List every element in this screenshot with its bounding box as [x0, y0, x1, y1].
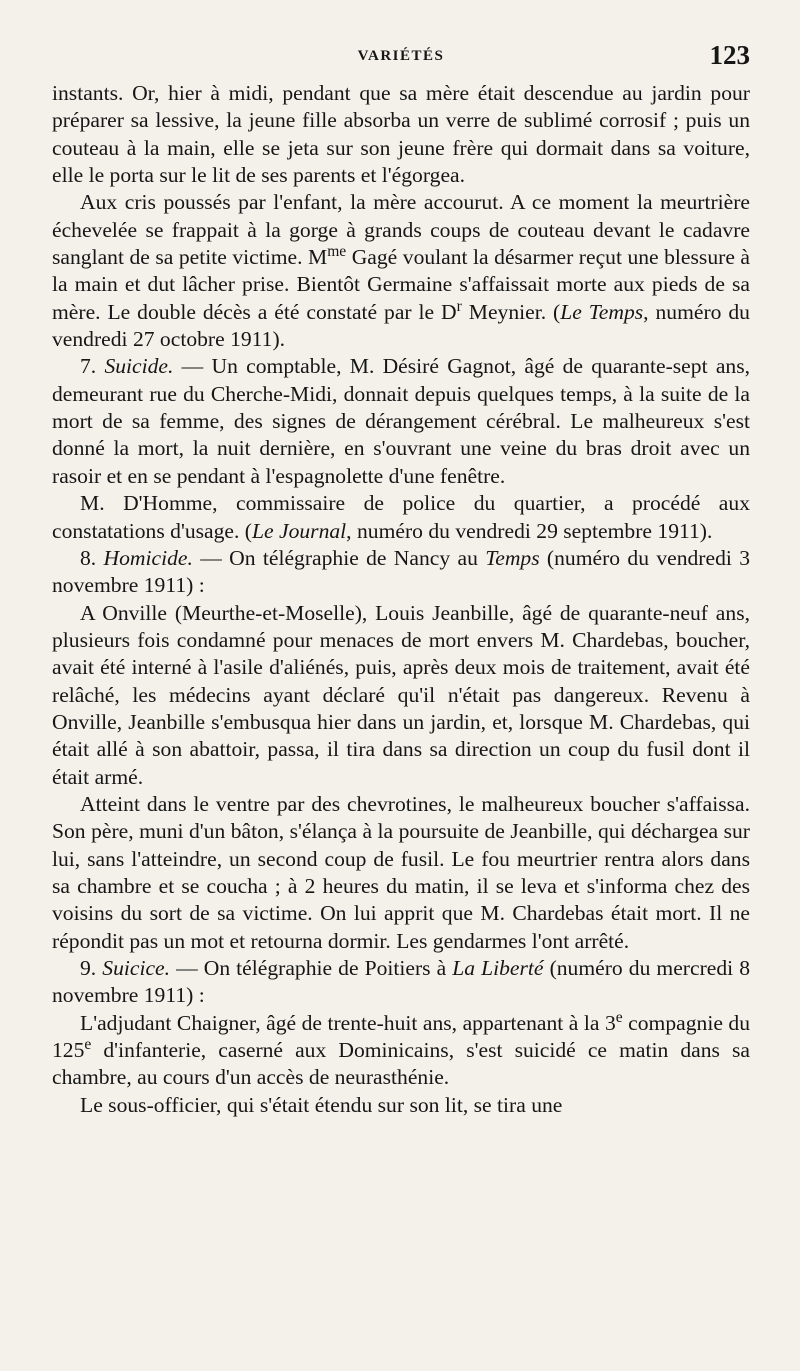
- paragraph: [52, 1010, 750, 1092]
- text-run: 9.: [80, 956, 103, 980]
- text-run: — Un comptable, M. Désiré Gagnot, âgé de quarante-sept ans, demeurant rue du Cherche-Midi, donnait depuis quelques temps, à la suite de la mort de sa femme, des signes de dérangement cérébral. Le malheureux s'est donné la mort, la nuit dernière, en s'ouvrant une veine du bras droit avec un rasoir et en se pendant à l'espagnolette d'une fenêtre.: [52, 354, 750, 488]
- page-number: 123: [709, 40, 750, 70]
- text-run: 8.: [80, 545, 104, 570]
- italic-text: Suicide.: [104, 354, 174, 379]
- text-run: Meynier. (: [461, 299, 561, 324]
- paragraph: [52, 353, 750, 490]
- paragraph: [52, 1092, 750, 1119]
- text-run: instants. Or, hier à midi, pendant que sa mère était descendue au jardin pour préparer sa lessive, la jeune fille absorba un verre de sublimé corrosif ; puis un couteau à la main, elle se jeta sur son jeune frère qui dormait dans sa voiture, elle le porta sur le lit de ses parents et l'égorgea.: [52, 81, 750, 188]
- text-run: Aux cris poussés par l'enfant, la mère accourut. A ce moment la meurtrière échevelée se frappait à la gorge à grands coups de couteau devant le cadavre sanglant de sa petite victime. M: [52, 190, 750, 270]
- text-run: , numéro du vendredi 27 octobre 1911).: [52, 299, 750, 352]
- text-run: (numéro du mercredi 8 novembre 1911) :: [52, 956, 751, 1008]
- text-run: compagnie du 125: [52, 1010, 750, 1063]
- superscript-text: e: [615, 1008, 623, 1026]
- italic-text: Homicide.: [103, 545, 193, 570]
- text-run: M. D'Homme, commissaire de police du quartier, a procédé aux constatations d'usage. (: [52, 491, 750, 543]
- page-header: [52, 40, 750, 80]
- text-run: — On télégraphie de Nancy au: [192, 545, 486, 570]
- text-run: Atteint dans le ventre par des chevrotines, le malheureux boucher s'affaissa. Son père, muni d'un bâton, s'élança à la poursuite de Jeanbille, qui déchargea sur lui, sans l'atteindre, un second coup de fusil. Le fou meurtrier rentra alors dans sa chambre et se coucha ; à 2 heures du matin, il se leva et s'informa chez des voisins du sort de sa victime. On lui apprit que M. Chardebas était mort. Il ne répondit pas un mot et retourna dormir. Les gendarmes l'ont arrêté.: [52, 791, 750, 953]
- text-run: d'infanterie, caserné aux Dominicains, s'est suicidé ce matin dans sa chambre, au cours d'un accès de neurasthénie.: [52, 1038, 750, 1090]
- text-run: A Onville (Meurthe-et-Moselle), Louis Jeanbille, âgé de quarante-neuf ans, plusieurs fois condamné pour menaces de mort envers M. Chardebas, boucher, avait été interné à l'asile d'aliénés, puis, après deux mois de traitement, avait été relâché, les médecins ayant déclaré qu'il n'était pas dangereux. Revenu à Onville, Jeanbille s'embusqua hier dans un jardin, et, lorsque M. Chardebas, qui était allé à son abattoir, passa, il tira dans sa direction un coup du fusil dont il était armé.: [52, 600, 750, 789]
- superscript-text: r: [456, 297, 462, 315]
- body-text: [52, 80, 750, 1119]
- paragraph: [52, 955, 750, 1010]
- italic-text: Temps: [485, 545, 540, 570]
- running-head: VARIÉTÉS: [357, 48, 445, 64]
- superscript-text: me: [327, 242, 347, 260]
- paragraph: [52, 545, 750, 600]
- text-run: Le sous-officier, qui s'était étendu sur son lit, se tira une: [80, 1092, 563, 1117]
- italic-text: Le Journal: [252, 518, 347, 543]
- superscript-text: e: [84, 1035, 92, 1053]
- italic-text: Suicice.: [102, 956, 171, 980]
- text-run: Gagé voulant la désarmer reçut une blessure à la main et dut lâcher prise. Bientôt Germaine s'affaissait morte aux pieds de sa mère. Le double décès a été constaté par le D: [52, 245, 750, 324]
- paragraph: [52, 791, 750, 955]
- text-run: , numéro du vendredi 29 septembre 1911).: [346, 518, 713, 543]
- text-run: (numéro du vendredi 3 novembre 1911) :: [52, 545, 751, 598]
- text-run: L'adjudant Chaigner, âgé de trente-huit ans, appartenant à la 3: [80, 1010, 616, 1035]
- paragraph: [52, 80, 750, 189]
- text-run: — On télégraphie de Poitiers à: [170, 956, 453, 980]
- paragraph: [52, 189, 750, 353]
- italic-text: Le Temps: [560, 299, 644, 324]
- italic-text: La Liberté: [452, 956, 544, 980]
- paragraph: [52, 490, 750, 545]
- paragraph: [52, 600, 750, 791]
- text-run: 7.: [80, 354, 105, 379]
